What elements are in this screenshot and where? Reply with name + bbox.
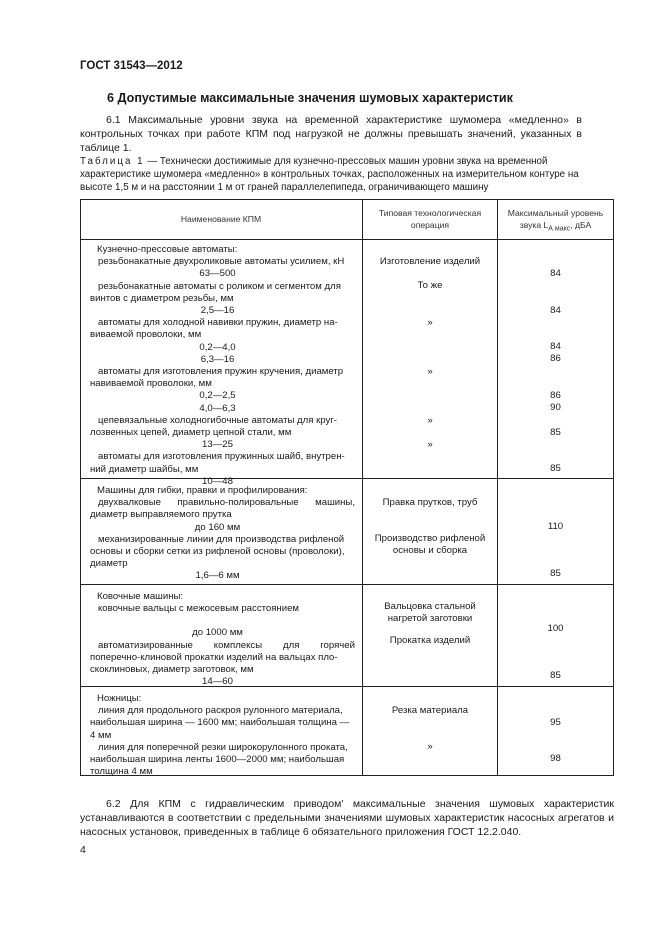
column-header-sound-level-a: Максимальный уровень: [507, 208, 604, 218]
operation-cell-line: Производство рифленой: [374, 533, 486, 544]
column-header-sound-level-b: звука L: [519, 220, 549, 230]
table-column-divider: [497, 199, 498, 776]
table-group-divider: [80, 584, 614, 585]
section-title: 6 Допустимые максимальные значения шумовых характеристик: [107, 91, 513, 105]
group-title: Ковочные машины:: [97, 591, 184, 602]
table-border-top: [80, 199, 614, 200]
list-item: толщина 4 мм: [90, 766, 153, 778]
noise-levels-table: [80, 199, 614, 776]
column-header-sound-level-sub: А макс: [548, 225, 571, 233]
group-1-machines: [90, 244, 355, 488]
column-header-operation: Типовая технологическая операция: [378, 208, 482, 230]
operation-cell: Правка прутков, труб: [382, 497, 478, 508]
list-item: линия для продольного раскроя рулонного материала,: [98, 705, 343, 717]
operation-ditto: »: [427, 366, 433, 377]
list-item: скоклиновых, диаметр заготовок, мм: [90, 664, 254, 676]
operation-cell: [363, 601, 497, 625]
range-value: 0,2—4,0: [199, 341, 236, 353]
list-item: диаметр выправляемого прутка: [90, 509, 232, 521]
range-value: 0,2—2,5: [199, 390, 236, 402]
page-number: 4: [80, 844, 86, 856]
paragraph-6-2-text: 6.2 Для КПМ с гидравлическим приводом' максимальные значения шумовых характеристик устанавливаются в соответствии с предельными значениями шумовых характеристик насосных агрегатов и насосных установок, приведенных в таблице 6 обязательного приложения ГОСТ 12.2.040.: [80, 798, 614, 838]
group-4-machines: [90, 693, 355, 778]
list-item: наибольшая ширина ленты 1600—2000 мм; наибольшая: [90, 754, 345, 766]
list-item: автоматы для изготовления пружин кручения, диаметр: [98, 366, 344, 378]
sound-level-value: 84: [550, 305, 561, 316]
sound-level-value: 90: [550, 402, 561, 413]
range-value: до 1000 мм: [192, 627, 243, 639]
group-2-machines: [90, 485, 355, 583]
document-header: ГОСТ 31543—2012: [80, 60, 183, 72]
list-item: навиваемой проволоки, мм: [90, 378, 212, 390]
group-title: Ножницы:: [97, 693, 142, 704]
list-item: ний диаметр шайбы, мм: [90, 463, 199, 475]
list-item: двухвалковые правильно-полировальные машины,: [98, 497, 355, 509]
operation-cell-line: нагретой заготовки: [387, 613, 473, 625]
list-item: наибольшая ширина — 1600 мм; наибольшая толщина —: [90, 717, 350, 729]
operation-cell: [363, 533, 497, 557]
range-value: 14—60: [202, 676, 233, 688]
list-item: поперечно-клиновой прокатки изделий на вальцах пло-: [90, 651, 338, 663]
list-item: ковочные вальцы с межосевым расстоянием: [98, 603, 300, 615]
sound-level-value: 110: [547, 521, 564, 532]
operation-ditto: »: [427, 439, 433, 450]
list-item: 4 мм: [90, 729, 112, 741]
range-value: 13—25: [202, 439, 233, 451]
list-item: автоматы для изготовления пружинных шайб, внутрен-: [98, 451, 345, 463]
column-header-sound-level: [498, 207, 613, 236]
operation-cell: Изготовление изделий: [379, 256, 481, 267]
sound-level-value: 85: [550, 568, 561, 579]
list-item: резьбонакатные автоматы с роликом и сегментом для: [98, 280, 341, 292]
list-item: диаметр: [90, 558, 128, 570]
sound-level-value: 86: [550, 390, 561, 401]
operation-cell-line: Вальцовка стальной: [384, 601, 476, 612]
sound-level-value: 86: [550, 353, 561, 364]
operation-ditto: »: [427, 415, 433, 426]
list-item: автоматы для холодной навивки пружин, диаметр на-: [98, 317, 338, 329]
list-item: цепевязальные холодногибочные автоматы для круг-: [98, 414, 337, 426]
list-item: механизированные линии для производства рифленой: [98, 533, 345, 545]
group-title: Машины для гибки, правки и профилирования:: [97, 485, 308, 496]
operation-cell-line: основы и сборка: [392, 545, 468, 557]
range-value: 10—48: [202, 475, 233, 487]
range-value: 63—500: [199, 268, 236, 280]
table-border-right: [613, 199, 614, 776]
range-value: 4,0—6,3: [199, 402, 236, 414]
sound-level-value: 84: [550, 268, 561, 279]
range-value: 1,6—6 мм: [195, 570, 240, 582]
group-3-machines: [90, 591, 355, 688]
column-header-machine: Наименование КПМ: [180, 214, 262, 224]
list-item: виваемой проволоки, мм: [90, 329, 202, 341]
table-header-divider: [80, 239, 614, 240]
operation-cell: Прокатка изделий: [389, 635, 471, 646]
list-item: лозвенных цепей, диаметр цепной стали, мм: [90, 427, 292, 439]
range-value: до 160 мм: [194, 521, 241, 533]
operation-ditto: »: [427, 741, 433, 752]
sound-level-value: 85: [550, 670, 561, 681]
list-item: резьбонакатные двухроликовые автоматы усилием, кН: [98, 256, 345, 268]
sound-level-value: 84: [550, 341, 561, 352]
paragraph-6-1: [80, 113, 582, 155]
sound-level-value: 95: [550, 717, 561, 728]
sound-level-value: 100: [547, 623, 564, 634]
sound-level-value: 85: [550, 427, 561, 438]
group-title: Кузнечно-прессовые автоматы:: [97, 244, 238, 255]
operation-cell: Резка материала: [391, 705, 469, 716]
list-item: основы и сборки сетки из рифленой основы (проволоки),: [90, 546, 345, 558]
sound-level-value: 85: [550, 463, 561, 474]
paragraph-6-1-text: 6.1 Максимальные уровни звука на временной характеристике шумомера «медленно» в контрольных точках при работе КПМ под нагрузкой не должны превышать значений, указанных в таблице 1.: [80, 114, 582, 154]
range-value: 6,3—16: [200, 353, 235, 365]
table-caption-text: — Технически достижимые для кузнечно-прессовых машин уровни звука на временной характеристике шумомера «медленно» в контрольных точках, расположенных на измерительном контуре на высоте 1,5 м и на расстоянии 1 м от граней параллелепипеда, ограничивающего машину: [80, 156, 579, 193]
sound-level-value: 98: [550, 753, 561, 764]
list-item: винтов с диаметром резьбы, мм: [90, 292, 234, 304]
table-caption: [80, 155, 600, 194]
list-item: линия для поперечной резки широкорулонного проката,: [98, 741, 348, 753]
paragraph-6-2: [80, 797, 614, 839]
operation-cell: То же: [417, 280, 443, 291]
column-header-sound-level-c: , дБА: [570, 220, 592, 230]
range-value: 2,5—16: [200, 305, 235, 317]
list-item: автоматизированные комплексы для горячей: [98, 639, 355, 651]
table-caption-label: Таблица 1: [80, 156, 145, 167]
operation-ditto: »: [427, 317, 433, 328]
